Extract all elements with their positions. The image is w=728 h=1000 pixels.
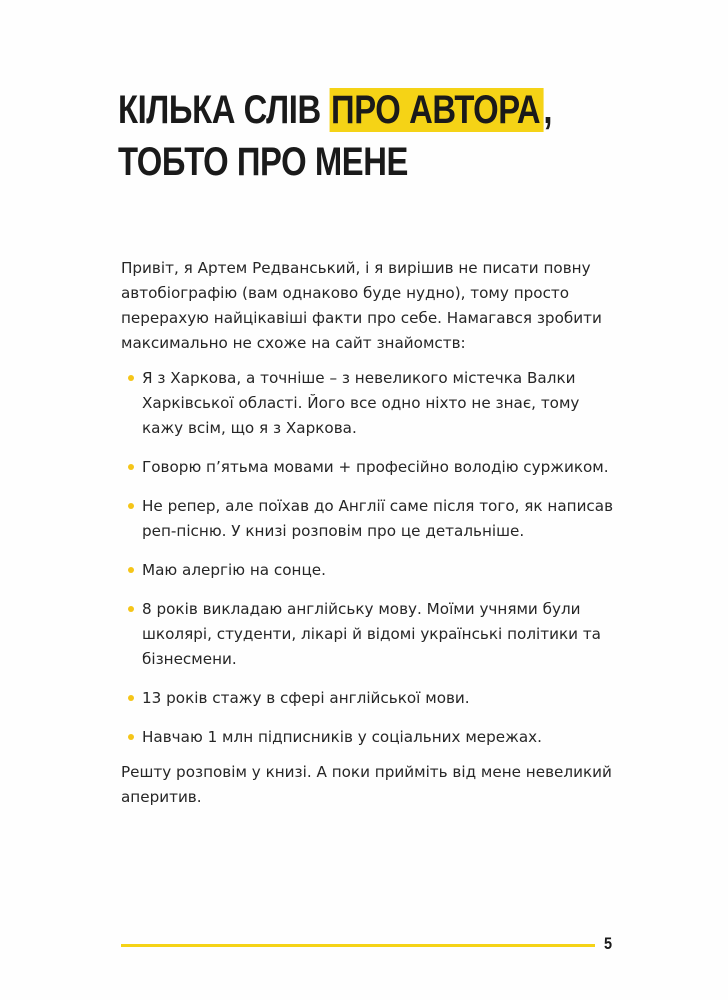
bullet-icon bbox=[128, 375, 134, 381]
title-line-2: ТОБТО ПРО МЕНЕ bbox=[118, 140, 409, 184]
list-item bbox=[121, 597, 621, 672]
outro-paragraph: Решту розповім у книзі. А поки прийміть від мене невеликий аперитив. bbox=[121, 763, 612, 806]
title-line-1 bbox=[118, 84, 553, 136]
footer-divider bbox=[121, 944, 595, 947]
list-item bbox=[121, 494, 621, 544]
bullet-icon bbox=[128, 567, 134, 573]
bullet-icon bbox=[128, 734, 134, 740]
title-text-start: КІЛЬКА СЛІВ bbox=[118, 88, 330, 132]
bullet-icon bbox=[128, 606, 134, 612]
page-body bbox=[121, 256, 621, 810]
bullet-icon bbox=[128, 503, 134, 509]
list-item bbox=[121, 366, 621, 441]
fact-text: 13 років стажу в сфері англійської мови. bbox=[142, 689, 470, 707]
title-highlight: ПРО АВТОРА bbox=[329, 88, 543, 132]
list-item bbox=[121, 455, 621, 480]
fact-text: Не репер, але поїхав до Англії саме після того, як написав реп-пісню. У книзі розповім про це детальніше. bbox=[142, 497, 614, 540]
fact-text: Говорю п’ятьма мовами + професійно володію суржиком. bbox=[142, 458, 609, 476]
bullet-icon bbox=[128, 464, 134, 470]
fact-text: 8 років викладаю англійську мову. Моїми учнями були школярі, студенти, лікарі й відомі українські політики та бізнесмени. bbox=[142, 600, 601, 668]
list-item bbox=[121, 725, 621, 750]
page-number: 5 bbox=[604, 934, 613, 953]
title-comma: , bbox=[543, 88, 553, 132]
list-item bbox=[121, 686, 621, 711]
fact-text: Навчаю 1 млн підписників у соціальних мережах. bbox=[142, 728, 542, 746]
fact-text: Я з Харкова, а точніше – з невеликого містечка Валки Харківської області. Його все одно ніхто не знає, тому кажу всім, що я з Харкова. bbox=[142, 369, 580, 437]
bullet-icon bbox=[128, 695, 134, 701]
facts-list bbox=[121, 366, 621, 750]
intro-paragraph: Привіт, я Артем Редванський, і я вирішив не писати повну автобіографію (вам однаково буде нудно), тому просто перерахую найцікавіші факти про себе. Намагався зробити максимально не схоже на сайт знайомств: bbox=[121, 259, 602, 352]
fact-text: Маю алергію на сонце. bbox=[142, 561, 326, 579]
list-item bbox=[121, 558, 621, 583]
page-title bbox=[118, 84, 553, 188]
